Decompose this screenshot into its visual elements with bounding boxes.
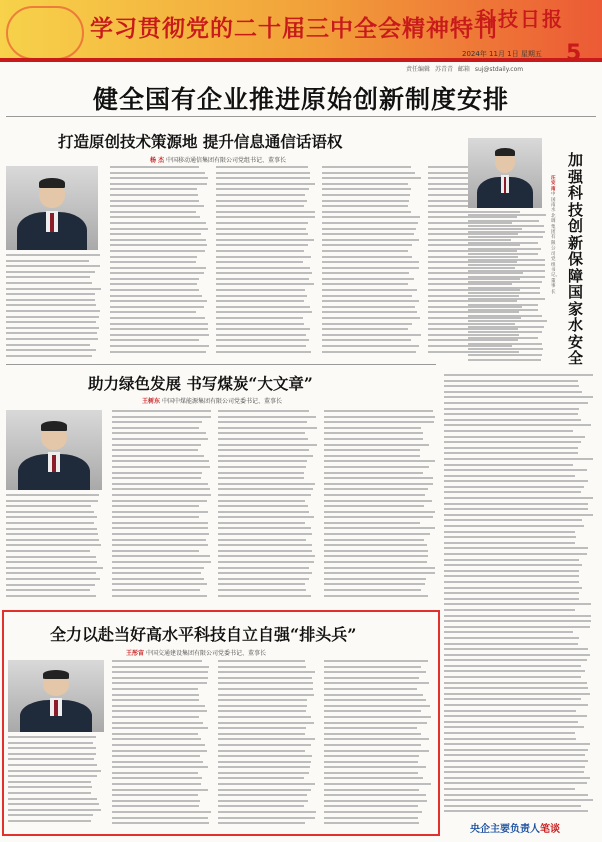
article-1-headline: 打造原创技术策源地 提升信息通信话语权 [58, 132, 343, 151]
series-logo-text: 央企主要负责人 [470, 824, 540, 835]
article-4-body-col-2 [112, 660, 212, 828]
article-1-author: 杨 杰 [150, 157, 165, 164]
article-4-body-col-3 [218, 660, 318, 828]
email-label: 邮箱 [457, 66, 470, 73]
article-4-author: 王彤宙 [126, 650, 145, 657]
page-number: 5 [566, 41, 582, 66]
newspaper-masthead: 科技日报 [476, 7, 564, 31]
article-4-body-col-1 [8, 736, 104, 828]
article-4-author-title: 中国交通建设集团有限公司党委书记、董事长 [145, 650, 266, 657]
article-3-body-col-4 [324, 410, 436, 602]
article-2-body-col-2 [444, 374, 594, 814]
article-1-body-col-2 [110, 166, 210, 358]
article-3-author-photo [6, 410, 102, 490]
article-2-byline [551, 176, 560, 295]
article-3-author: 王树东 [142, 398, 161, 405]
article-4-author-photo [8, 660, 104, 732]
article-4-byline [126, 648, 266, 657]
article-3-body-col-1 [6, 494, 104, 602]
editor-label: 责任编辑 [406, 66, 431, 73]
article-1-author-title: 中国移动通信集团有限公司党组书记、董事长 [166, 157, 287, 164]
page-main-headline: 健全国有企业推进原始创新制度安排 [92, 85, 509, 114]
article-3-body-col-2 [112, 410, 212, 602]
article-2-author-photo [468, 138, 542, 208]
article-3-byline [142, 396, 282, 405]
article-1-byline [150, 155, 286, 164]
article-3-headline: 助力绿色发展 书写煤炭“大文章” [88, 374, 313, 393]
article-4-body-col-4 [324, 660, 432, 828]
series-logo-accent: 笔谈 [540, 824, 560, 835]
article-2-author-title: 中国南水北调集团有限公司党组书记、董事长 [551, 192, 560, 295]
divider [6, 364, 436, 365]
article-2-author: 汪安南 [551, 176, 556, 192]
article-1-body-col-4 [322, 166, 422, 358]
article-1-body-col-3 [216, 166, 316, 358]
issue-date: 2024年 11月 1日 星期五 [462, 50, 542, 58]
article-3-body-col-3 [218, 410, 318, 602]
divider [6, 116, 596, 117]
editor-email: suj@stdaily.com [474, 66, 524, 73]
article-1-author-photo [6, 166, 98, 250]
article-3-author-title: 中国中煤能源集团有限公司党委书记、董事长 [161, 398, 282, 405]
article-1-body-col-1 [6, 254, 102, 358]
article-2-body-col-1 [468, 214, 548, 366]
editor-name: 苏青青 [434, 66, 453, 73]
article-2-headline: 加强科技创新 保障国家水安全 [568, 151, 584, 367]
series-logo [470, 820, 560, 835]
article-4-headline: 全力以赴当好高水平科技自立自强“排头兵” [50, 625, 357, 644]
banner-emblem-icon [6, 6, 84, 60]
special-issue-title: 学习贯彻党的二十届三中全会精神特刊 [90, 15, 498, 42]
editor-line [406, 64, 526, 73]
